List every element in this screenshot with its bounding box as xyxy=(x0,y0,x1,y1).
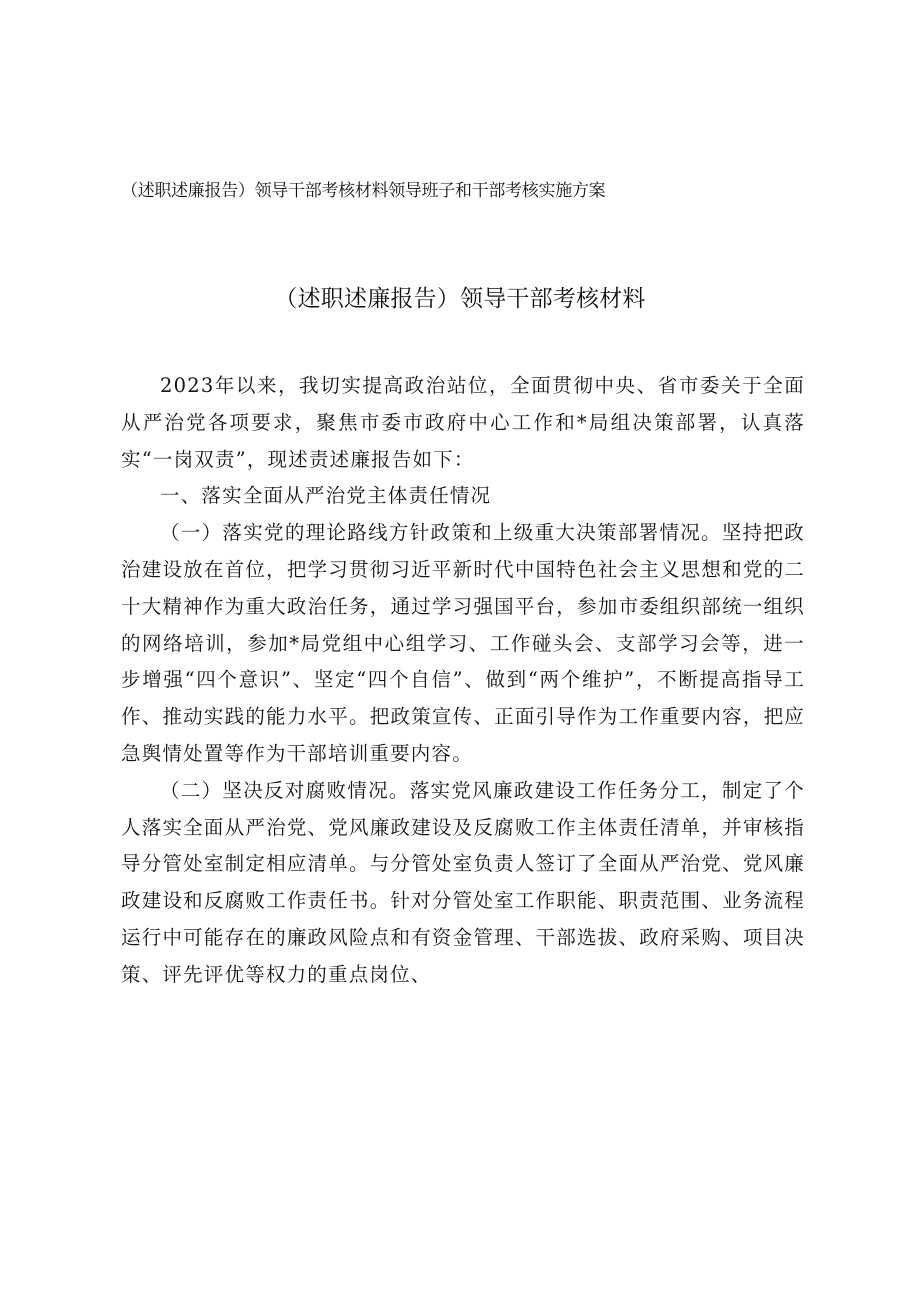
intro-paragraph: 2023年以来，我切实提高政治站位，全面贯彻中央、省市委关于全面从严治党各项要求，聚焦市委市政府中心工作和*局组决策部署，认真落实“一岗双责”，现述责述廉报告如下： xyxy=(121,374,805,471)
document-header: （述职述廉报告）领导干部考核材料领导班子和干部考核实施方案 xyxy=(121,181,606,201)
section-heading: 一、落实全面从严治党主体责任情况 xyxy=(160,484,492,508)
document-title: （述职述廉报告）领导干部考核材料 xyxy=(274,286,646,312)
subsection-paragraph-2: （二）坚决反对腐败情况。落实党风廉政建设工作任务分工，制定了个人落实全面从严治党、党风廉政建设及反腐败工作主体责任清单，并审核指导分管处室制定相应清单。与分管处室负责人签订了全面从严治党、党风廉政建设和反腐败工作责任书。针对分管处室工作职能、职责范围、业务流程运行中可能存在的廉政风险点和有资金管理、干部选拔、政府采购、项目决策、评先评优等权力的重点岗位、 xyxy=(121,778,805,986)
document-body xyxy=(121,368,805,994)
subsection-paragraph-1: （一）落实党的理论路线方针政策和上级重大决策部署情况。坚持把政治建设放在首位，把学习贯彻习近平新时代中国特色社会主义思想和党的二十大精神作为重大政治任务，通过学习强国平台，参加市委组织部统一组织的网络培训，参加*局党组中心组学习、工作碰头会、支部学习会等，进一步增强“四个意识”、坚定“四个自信”、做到“两个维护”，不断提高指导工作、推动实践的能力水平。把政策宣传、正面引导作为工作重要内容，把应急舆情处置等作为干部培训重要内容。 xyxy=(121,521,805,765)
